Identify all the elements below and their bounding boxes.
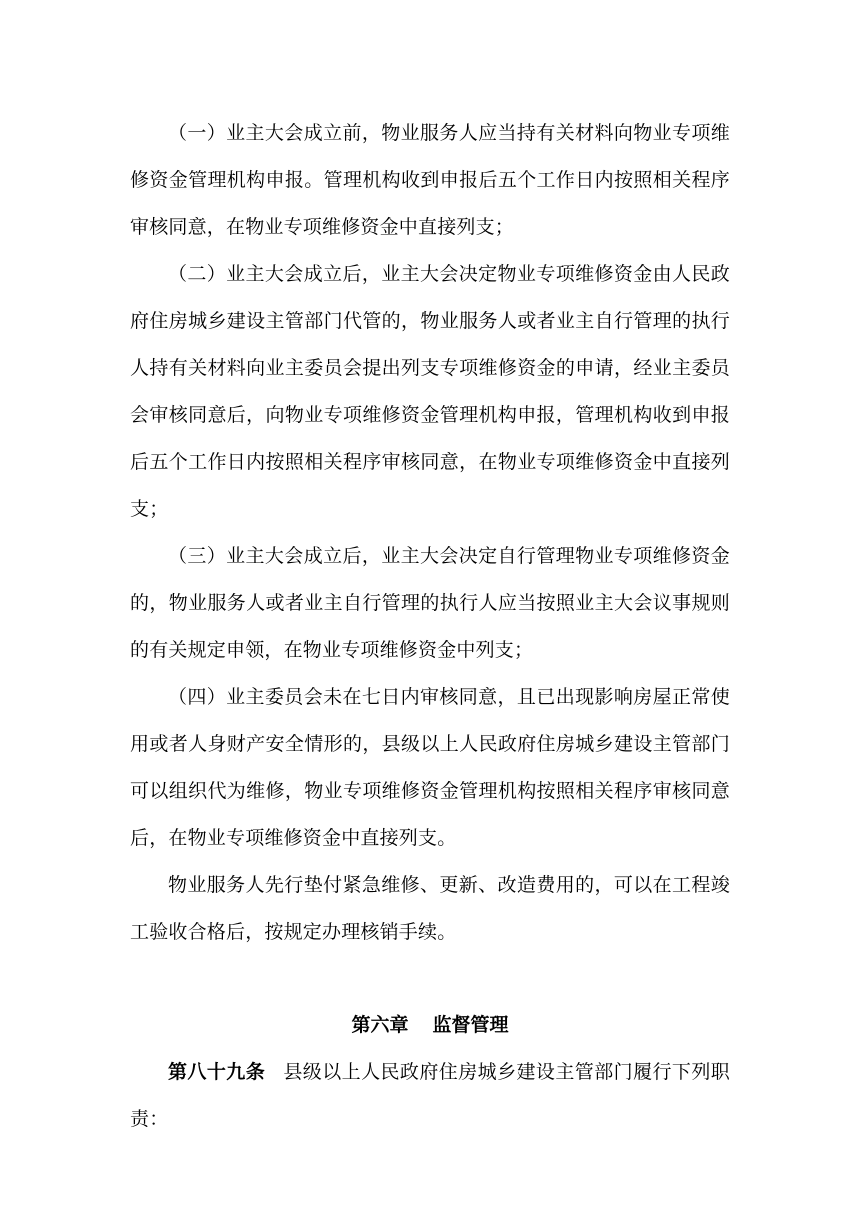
document-page <box>130 110 730 1143</box>
paragraph-item-1: （一）业主大会成立前，物业服务人应当持有关材料向物业专项维修资金管理机构申报。管理机构收到申报后五个工作日内按照相关程序审核同意，在物业专项维修资金中直接列支； <box>130 122 730 238</box>
paragraph-item-4: （四）业主委员会未在七日内审核同意，且已出现影响房屋正常使用或者人身财产安全情形的，县级以上人民政府住房城乡建设主管部门可以组织代为维修，物业专项维修资金管理机构按照相关程序审核同意后，在物业专项维修资金中直接列支。 <box>130 686 730 849</box>
article-label: 第八十九条 <box>168 1061 266 1083</box>
chapter-heading <box>130 1002 730 1049</box>
chapter-number: 第六章 <box>351 1014 409 1036</box>
paragraph-advance-payment: 物业服务人先行垫付紧急维修、更新、改造费用的，可以在工程竣工验收合格后，按规定办理核销手续。 <box>130 874 730 943</box>
chapter-name: 监督管理 <box>432 1014 509 1036</box>
paragraph-item-2: （二）业主大会成立后，业主大会决定物业专项维修资金由人民政府住房城乡建设主管部门代管的，物业服务人或者业主自行管理的执行人持有关材料向业主委员会提出列支专项维修资金的申请，经业主委员会审核同意后，向物业专项维修资金管理机构申报，管理机构收到申报后五个工作日内按照相关程序审核同意，在物业专项维修资金中直接列支； <box>130 263 730 520</box>
article-89 <box>130 1049 730 1143</box>
article-text: 县级以上人民政府住房城乡建设主管部门履行下列职责： <box>130 1061 730 1130</box>
paragraph-item-3: （三）业主大会成立后，业主大会决定自行管理物业专项维修资金的，物业服务人或者业主自行管理的执行人应当按照业主大会议事规则的有关规定申领，在物业专项维修资金中列支； <box>130 545 730 661</box>
